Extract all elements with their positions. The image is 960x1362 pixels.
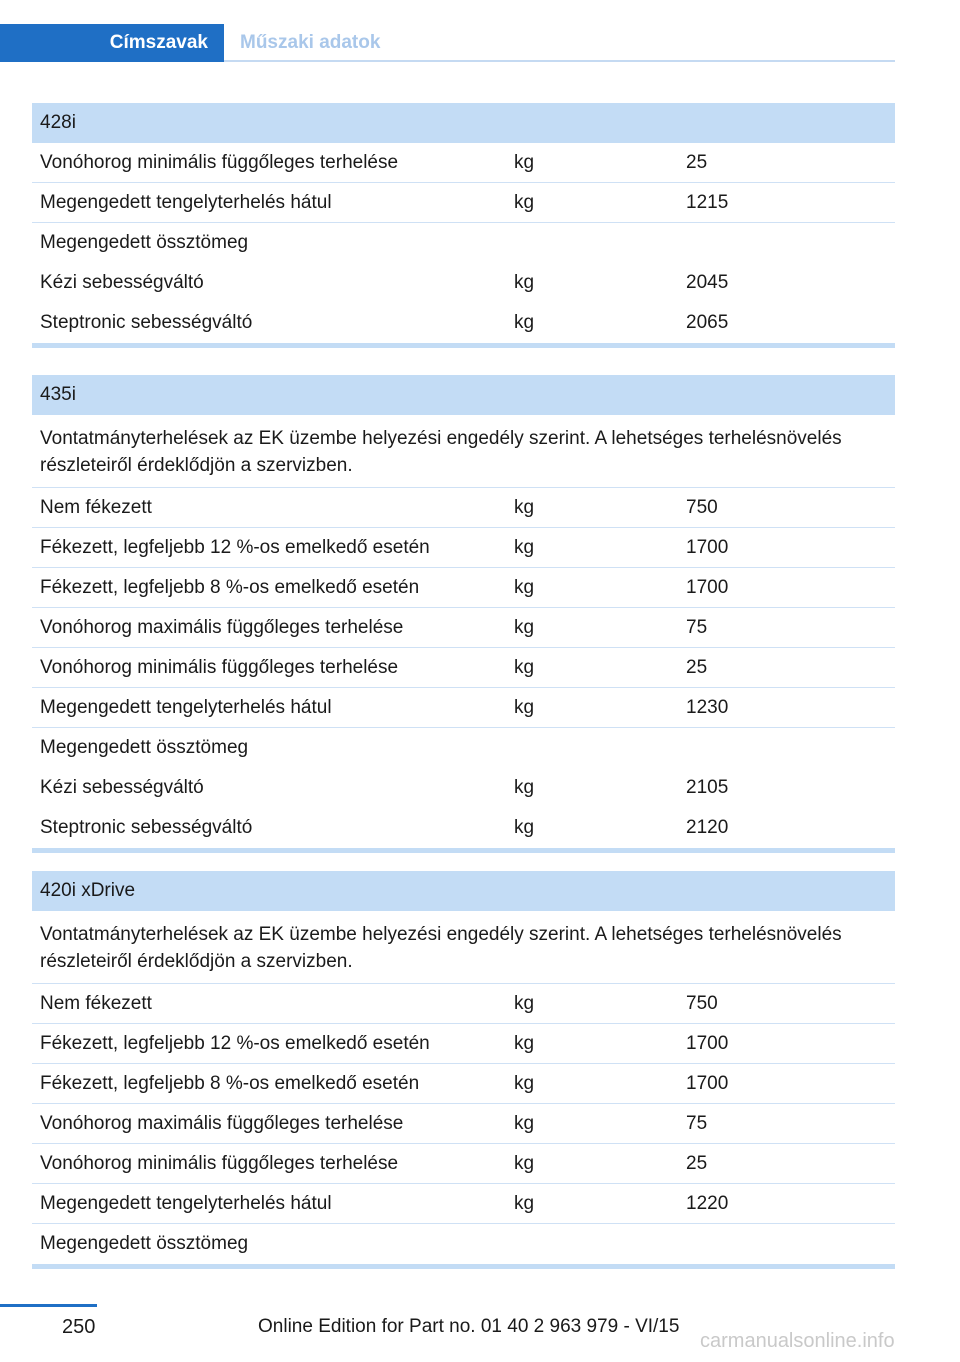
table-row (32, 1224, 895, 1264)
row-label: Steptronic sebességváltó (40, 817, 253, 838)
table-row (32, 263, 895, 303)
row-value: 750 (686, 497, 718, 518)
row-label: Fékezett, legfeljebb 8 %-os emelkedő esetén (40, 577, 420, 598)
row-value: 1220 (686, 1193, 729, 1214)
row-unit: kg (514, 537, 535, 558)
row-unit: kg (514, 272, 535, 293)
row-value: 750 (686, 993, 718, 1014)
row-unit: kg (514, 152, 535, 173)
row-unit: kg (514, 617, 535, 638)
row-value: 75 (686, 1113, 708, 1134)
table-row (32, 183, 895, 223)
page-number: 250 (62, 1316, 96, 1338)
row-unit: kg (514, 497, 535, 518)
row-label: Kézi sebességváltó (40, 272, 204, 293)
row-value: 1700 (686, 577, 729, 598)
tab-muszaki-adatok[interactable]: Műszaki adatok (240, 32, 381, 53)
page-number-rule (0, 1304, 97, 1307)
table-header: 428i (32, 103, 895, 143)
row-value: 1700 (686, 1033, 729, 1054)
table-row (32, 488, 895, 528)
row-value: 25 (686, 152, 708, 173)
table-row (32, 143, 895, 183)
row-unit: kg (514, 817, 535, 838)
table-row (32, 1104, 895, 1144)
row-unit: kg (514, 1153, 535, 1174)
row-label: Megengedett össztömeg (40, 737, 249, 758)
row-label: Megengedett össztömeg (40, 232, 249, 253)
table-note: Vontatmányterhelések az EK üzembe helyezési engedély szerint. A lehetséges terhelésnövelés részleteiről érdeklődjön a szervizben. (32, 911, 895, 984)
row-label: Nem fékezett (40, 497, 152, 518)
row-label: Vonóhorog maximális függőleges terhelése (40, 617, 404, 638)
table-row (32, 1064, 895, 1104)
table-row (32, 1144, 895, 1184)
row-unit: kg (514, 577, 535, 598)
row-label: Fékezett, legfeljebb 12 %-os emelkedő esetén (40, 537, 430, 558)
row-value: 25 (686, 1153, 708, 1174)
row-label: Vonóhorog minimális függőleges terhelése (40, 152, 399, 173)
table-row (32, 984, 895, 1024)
edition-footer: Online Edition for Part no. 01 40 2 963 979 - VI/15 (258, 1316, 680, 1337)
tab-cimszavak[interactable]: Címszavak (0, 24, 224, 62)
row-label: Steptronic sebességváltó (40, 312, 253, 333)
row-label: Megengedett tengelyterhelés hátul (40, 697, 332, 718)
row-label: Megengedett össztömeg (40, 1233, 249, 1254)
row-label: Megengedett tengelyterhelés hátul (40, 192, 332, 213)
row-unit: kg (514, 1113, 535, 1134)
row-label: Vonóhorog maximális függőleges terhelése (40, 1113, 404, 1134)
table-row (32, 528, 895, 568)
table-row (32, 768, 895, 808)
table-row (32, 303, 895, 343)
row-unit: kg (514, 657, 535, 678)
row-value: 1215 (686, 192, 729, 213)
row-value: 1230 (686, 697, 729, 718)
row-label: Vonóhorog minimális függőleges terhelése (40, 657, 399, 678)
table-end-rule (32, 848, 895, 853)
row-label: Kézi sebességváltó (40, 777, 204, 798)
table-row (32, 608, 895, 648)
row-value: 2045 (686, 272, 729, 293)
table-header: 435i (32, 375, 895, 415)
table-end-rule (32, 343, 895, 348)
row-unit: kg (514, 777, 535, 798)
spec-table-435i (32, 375, 895, 853)
row-value: 2120 (686, 817, 729, 838)
row-unit: kg (514, 192, 535, 213)
table-header: 420i xDrive (32, 871, 895, 911)
table-row (32, 688, 895, 728)
watermark: carmanualsonline.info (700, 1330, 895, 1352)
row-unit: kg (514, 1033, 535, 1054)
row-value: 2105 (686, 777, 729, 798)
header-rule (224, 60, 895, 62)
table-row (32, 223, 895, 263)
row-value: 1700 (686, 537, 729, 558)
row-value: 2065 (686, 312, 729, 333)
row-label: Vonóhorog minimális függőleges terhelése (40, 1153, 399, 1174)
row-unit: kg (514, 993, 535, 1014)
row-value: 25 (686, 657, 708, 678)
table-row (32, 1024, 895, 1064)
row-unit: kg (514, 1193, 535, 1214)
row-value: 1700 (686, 1073, 729, 1094)
table-note: Vontatmányterhelések az EK üzembe helyezési engedély szerint. A lehetséges terhelésnövelés részleteiről érdeklődjön a szervizben. (32, 415, 895, 488)
row-label: Fékezett, legfeljebb 8 %-os emelkedő esetén (40, 1073, 420, 1094)
top-navigation (0, 24, 895, 62)
row-label: Fékezett, legfeljebb 12 %-os emelkedő esetén (40, 1033, 430, 1054)
row-unit: kg (514, 312, 535, 333)
row-value: 75 (686, 617, 708, 638)
row-label: Megengedett tengelyterhelés hátul (40, 1193, 332, 1214)
table-row (32, 808, 895, 848)
spec-table-420i-xdrive (32, 871, 895, 1269)
spec-table-428i (32, 103, 895, 348)
row-unit: kg (514, 697, 535, 718)
table-row (32, 568, 895, 608)
table-row (32, 728, 895, 768)
table-row (32, 648, 895, 688)
table-row (32, 1184, 895, 1224)
row-unit: kg (514, 1073, 535, 1094)
table-end-rule (32, 1264, 895, 1269)
row-label: Nem fékezett (40, 993, 152, 1014)
